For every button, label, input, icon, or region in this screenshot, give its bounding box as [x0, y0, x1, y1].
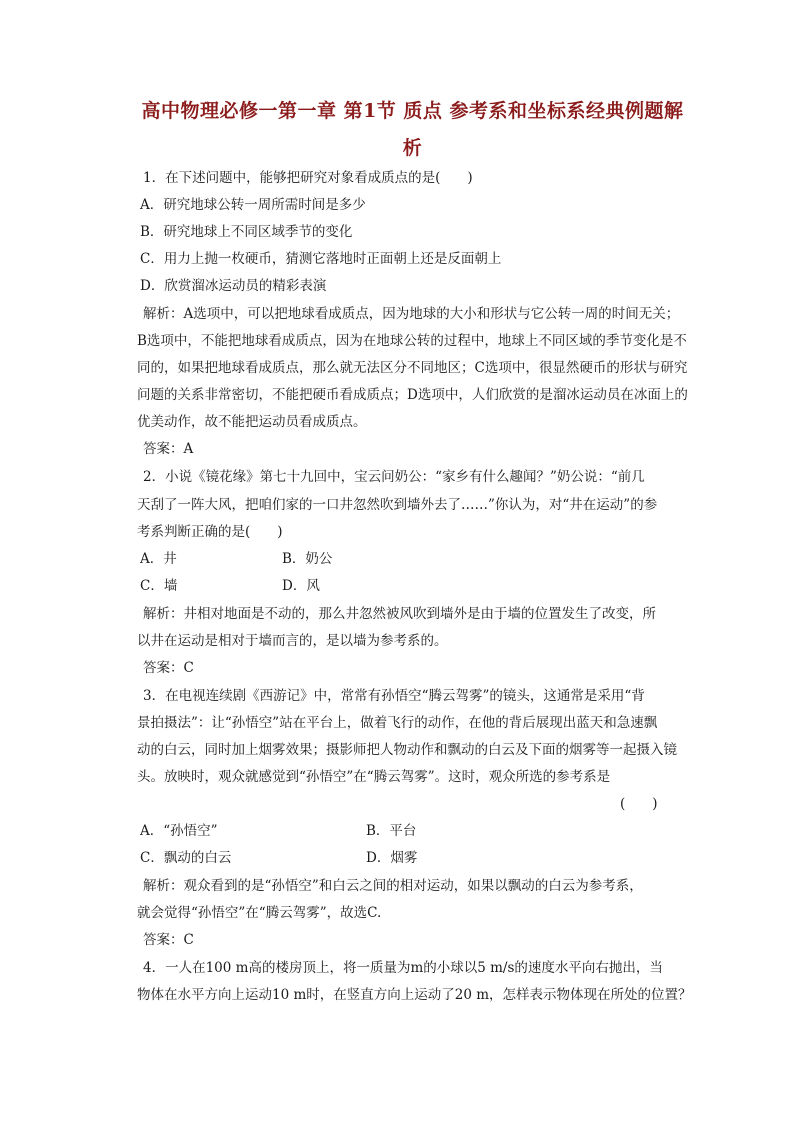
q2-option-d: D．风	[282, 578, 320, 594]
document-title: 高中物理必修一第一章 第1节 质点 参考系和坐标系经典例题解	[141, 100, 684, 122]
q2-answer: 答案：C	[143, 660, 194, 676]
q1-answer: 答案：A	[143, 441, 194, 457]
q1-option-a: A．研究地球公转一周所需时间是多少	[140, 197, 366, 213]
q2-analysis-line: 以井在运动是相对于墙而言的，是以墙为参考系的。	[137, 633, 448, 649]
q4-stem-line: 物体在水平方向上运动10 m时，在竖直方向上运动了20 m，怎样表示物体现在所处的位置？	[137, 987, 692, 1003]
q1-analysis-line: 优美动作，故不能把运动员看成质点。	[137, 414, 367, 430]
q3-answer: 答案：C	[143, 932, 194, 948]
q4-stem-line: 4．一人在100 m高的楼房顶上，将一质量为m的小球以5 m/s的速度水平向右抛出，当	[143, 960, 663, 976]
q2-stem-line: 2．小说《镜花缘》第七十九回中，宝云问奶公：“家乡有什么趣闻？”奶公说：“前几	[143, 469, 645, 485]
q3-answer-blank: ( )	[620, 796, 658, 812]
q3-analysis-line: 就会觉得“孙悟空”在“腾云驾雾”，故选C.	[137, 905, 382, 921]
q3-stem-line: 动的白云，同时加上烟雾效果；摄影师把人物动作和飘动的白云及下面的烟雾等一起摄入镜	[137, 742, 677, 758]
q1-option-c: C．用力上抛一枚硬币，猜测它落地时正面朝上还是反面朝上	[140, 251, 502, 267]
q3-stem-line: 3．在电视连续剧《西游记》中，常常有孙悟空“腾云驾雾”的镜头，这通常是采用“背	[143, 688, 645, 704]
q1-analysis-line: B选项中，不能把地球看成质点，因为在地球公转的过程中，地球上不同区域的季节变化是不	[137, 333, 687, 349]
q1-option-d: D．欣赏溜冰运动员的精彩表演	[140, 278, 327, 294]
q3-option-a: A．“孙悟空”	[140, 823, 218, 839]
q2-stem-line: 天刮了一阵大风，把咱们家的一口井忽然吹到墙外去了……”你认为，对“井在运动”的参	[137, 497, 658, 513]
q1-analysis-line: 同的，如果把地球看成质点，那么就无法区分不同地区；C选项中，很显然硬币的形状与研究	[137, 360, 688, 376]
q3-analysis-line: 解析：观众看到的是“孙悟空”和白云之间的相对运动，如果以飘动的白云为参考系，	[143, 878, 643, 894]
q3-option-c: C．飘动的白云	[140, 850, 232, 866]
q3-option-d: D．烟雾	[366, 850, 418, 866]
q2-analysis-line: 解析：井相对地面是不动的，那么井忽然被风吹到墙外是由于墙的位置发生了改变，所	[143, 606, 656, 622]
q3-stem-line: 景拍摄法”：让“孙悟空”站在平台上，做着飞行的动作，在他的背后展现出蓝天和急速飘	[137, 715, 658, 731]
q2-option-c: C．墙	[140, 578, 178, 594]
q2-option-b: B．奶公	[282, 551, 333, 567]
q2-option-a: A．井	[140, 551, 177, 567]
q1-option-b: B．研究地球上不同区域季节的变化	[140, 224, 353, 240]
q1-analysis-line: 问题的关系非常密切，不能把硬币看成质点；D选项中，人们欣赏的是溜冰运动员在冰面上的	[137, 387, 688, 403]
document-title-continued: 析	[402, 137, 423, 159]
q3-stem-line: 头。放映时，观众就感觉到“孙悟空”在“腾云驾雾”。这时，观众所选的参考系是	[137, 769, 611, 785]
q1-stem: 1．在下述问题中，能够把研究对象看成质点的是( )	[143, 170, 473, 186]
q3-option-b: B．平台	[366, 823, 417, 839]
q2-stem-line: 考系判断正确的是( )	[137, 524, 283, 540]
q1-analysis-line: 解析：A选项中，可以把地球看成质点，因为地球的大小和形状与它公转一周的时间无关；	[143, 306, 680, 322]
